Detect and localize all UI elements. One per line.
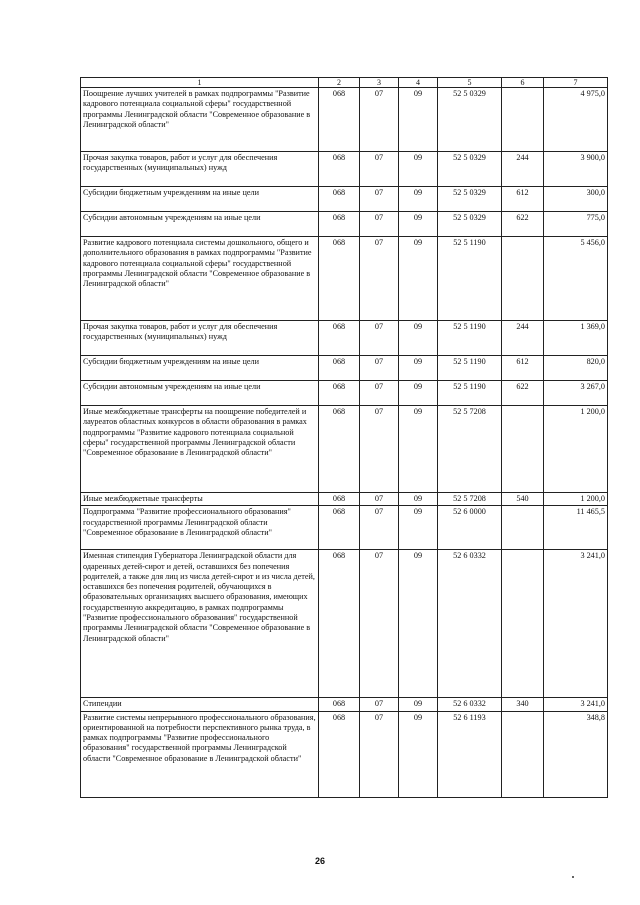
- cell-col5: 52 6 0332: [438, 698, 502, 711]
- cell-col5: 52 5 7208: [438, 493, 502, 506]
- cell-col4: 09: [399, 212, 438, 237]
- cell-col2: 068: [319, 187, 360, 212]
- row-name: Прочая закупка товаров, работ и услуг для обеспечения государственных (муниципальных) нужд: [81, 321, 319, 356]
- cell-col5: 52 6 1193: [438, 711, 502, 797]
- row-name: Подпрограмма "Развитие профессионального образования" государственной программы Ленинградской области "Современное образование в Ленинградской области": [81, 506, 319, 550]
- cell-col4: 09: [399, 88, 438, 152]
- scan-speck: [572, 876, 574, 878]
- cell-col3: 07: [360, 381, 399, 406]
- cell-col6: 244: [502, 321, 544, 356]
- row-name: Развитие системы непрерывного профессионального образования, ориентированной на потребности перспективного рынка труда, в рамках подпрограммы "Развитие профессионального образования" государственной программы Ленинградской области "Современное образование в Ленинградской области": [81, 711, 319, 797]
- cell-col4: 09: [399, 406, 438, 493]
- cell-col2: 068: [319, 356, 360, 381]
- cell-col4: 09: [399, 237, 438, 321]
- cell-col2: 068: [319, 406, 360, 493]
- row-name: Субсидии бюджетным учреждениям на иные цели: [81, 187, 319, 212]
- table-row: [81, 237, 608, 321]
- cell-col3: 07: [360, 152, 399, 187]
- cell-col6: 612: [502, 187, 544, 212]
- cell-col4: 09: [399, 381, 438, 406]
- cell-col6: 540: [502, 493, 544, 506]
- cell-col4: 09: [399, 493, 438, 506]
- table-row: [81, 187, 608, 212]
- table-row: [81, 550, 608, 698]
- cell-col2: 068: [319, 550, 360, 698]
- cell-col7: 775,0: [544, 212, 608, 237]
- cell-col6: 244: [502, 152, 544, 187]
- table-row: [81, 406, 608, 493]
- cell-col3: 07: [360, 88, 399, 152]
- row-name: Субсидии бюджетным учреждениям на иные цели: [81, 356, 319, 381]
- cell-col3: 07: [360, 698, 399, 711]
- cell-col7: 3 241,0: [544, 550, 608, 698]
- cell-col6: 340: [502, 698, 544, 711]
- table-row: [81, 152, 608, 187]
- cell-col4: 09: [399, 550, 438, 698]
- cell-col2: 068: [319, 698, 360, 711]
- cell-col5: 52 5 1190: [438, 321, 502, 356]
- cell-col6: [502, 88, 544, 152]
- cell-col7: 1 200,0: [544, 493, 608, 506]
- table-row: [81, 88, 608, 152]
- cell-col5: 52 6 0000: [438, 506, 502, 550]
- cell-col2: 068: [319, 493, 360, 506]
- cell-col6: 612: [502, 356, 544, 381]
- cell-col2: 068: [319, 212, 360, 237]
- cell-col4: 09: [399, 321, 438, 356]
- table-row: [81, 321, 608, 356]
- cell-col5: 52 5 1190: [438, 381, 502, 406]
- cell-col7: 3 900,0: [544, 152, 608, 187]
- cell-col6: [502, 506, 544, 550]
- budget-table: [80, 77, 608, 798]
- table-row: [81, 212, 608, 237]
- cell-col3: 07: [360, 356, 399, 381]
- table-row: [81, 711, 608, 797]
- cell-col5: 52 5 0329: [438, 212, 502, 237]
- cell-col4: 09: [399, 187, 438, 212]
- row-name: Развитие кадрового потенциала системы дошкольного, общего и дополнительного образования в рамках подпрограммы "Развитие кадрового потенциала социальной сферы" государственной программы Ленинградской области "Современное образование в Ленинградской области": [81, 237, 319, 321]
- cell-col4: 09: [399, 506, 438, 550]
- cell-col5: 52 5 1190: [438, 356, 502, 381]
- row-name: Прочая закупка товаров, работ и услуг для обеспечения государственных (муниципальных) нужд: [81, 152, 319, 187]
- cell-col3: 07: [360, 187, 399, 212]
- cell-col2: 068: [319, 88, 360, 152]
- column-header: 1: [81, 78, 319, 88]
- cell-col7: 4 975,0: [544, 88, 608, 152]
- cell-col2: 068: [319, 152, 360, 187]
- cell-col5: 52 6 0332: [438, 550, 502, 698]
- table-row: [81, 381, 608, 406]
- row-name: Поощрение лучших учителей в рамках подпрограммы "Развитие кадрового потенциала социальной сферы" государственной программы Ленинградской области "Современное образование в Ленинградской области": [81, 88, 319, 152]
- row-name: Субсидии автономным учреждениям на иные цели: [81, 212, 319, 237]
- row-name: Именная стипендия Губернатора Ленинградской области для одаренных детей-сирот и детей, оставшихся без попечения родителей, а также для лиц из числа детей-сирот и из числа детей, оставшихся без попечения родителей, обучающихся в образовательных организациях высшего образования, имеющих государственную аккредитацию, в рамках подпрограммы "Развитие профессионального образования" государственной программы Ленинградской области "Современное образование в Ленинградской области": [81, 550, 319, 698]
- cell-col3: 07: [360, 493, 399, 506]
- table-row: [81, 493, 608, 506]
- cell-col7: 820,0: [544, 356, 608, 381]
- cell-col4: 09: [399, 711, 438, 797]
- cell-col7: 3 241,0: [544, 698, 608, 711]
- table-row: [81, 506, 608, 550]
- table-header-row: [81, 78, 608, 88]
- table-row: [81, 356, 608, 381]
- cell-col7: 11 465,5: [544, 506, 608, 550]
- cell-col2: 068: [319, 711, 360, 797]
- column-header: 2: [319, 78, 360, 88]
- cell-col4: 09: [399, 152, 438, 187]
- cell-col2: 068: [319, 381, 360, 406]
- row-name: Иные межбюджетные трансферты на поощрение победителей и лауреатов областных конкурсов в области образования в рамках подпрограммы "Развитие кадрового потенциала социальной сферы" государственной программы Ленинградской области "Современное образование в Ленинградской области": [81, 406, 319, 493]
- table-row: [81, 698, 608, 711]
- cell-col3: 07: [360, 406, 399, 493]
- cell-col7: 300,0: [544, 187, 608, 212]
- cell-col5: 52 5 0329: [438, 187, 502, 212]
- cell-col2: 068: [319, 506, 360, 550]
- cell-col6: [502, 550, 544, 698]
- cell-col5: 52 5 0329: [438, 88, 502, 152]
- cell-col6: [502, 711, 544, 797]
- cell-col7: 348,8: [544, 711, 608, 797]
- cell-col6: [502, 237, 544, 321]
- cell-col2: 068: [319, 321, 360, 356]
- cell-col7: 1 200,0: [544, 406, 608, 493]
- column-header: 7: [544, 78, 608, 88]
- column-header: 5: [438, 78, 502, 88]
- page-number: 26: [314, 856, 325, 866]
- cell-col5: 52 5 0329: [438, 152, 502, 187]
- cell-col6: 622: [502, 381, 544, 406]
- row-name: Субсидии автономным учреждениям на иные цели: [81, 381, 319, 406]
- cell-col3: 07: [360, 711, 399, 797]
- cell-col7: 1 369,0: [544, 321, 608, 356]
- column-header: 4: [399, 78, 438, 88]
- cell-col4: 09: [399, 356, 438, 381]
- cell-col5: 52 5 7208: [438, 406, 502, 493]
- cell-col3: 07: [360, 237, 399, 321]
- row-name: Иные межбюджетные трансферты: [81, 493, 319, 506]
- cell-col2: 068: [319, 237, 360, 321]
- cell-col3: 07: [360, 321, 399, 356]
- cell-col6: [502, 406, 544, 493]
- cell-col6: 622: [502, 212, 544, 237]
- column-header: 6: [502, 78, 544, 88]
- cell-col7: 5 456,0: [544, 237, 608, 321]
- column-header: 3: [360, 78, 399, 88]
- cell-col5: 52 5 1190: [438, 237, 502, 321]
- cell-col3: 07: [360, 506, 399, 550]
- cell-col3: 07: [360, 212, 399, 237]
- cell-col7: 3 267,0: [544, 381, 608, 406]
- cell-col3: 07: [360, 550, 399, 698]
- cell-col4: 09: [399, 698, 438, 711]
- row-name: Стипендии: [81, 698, 319, 711]
